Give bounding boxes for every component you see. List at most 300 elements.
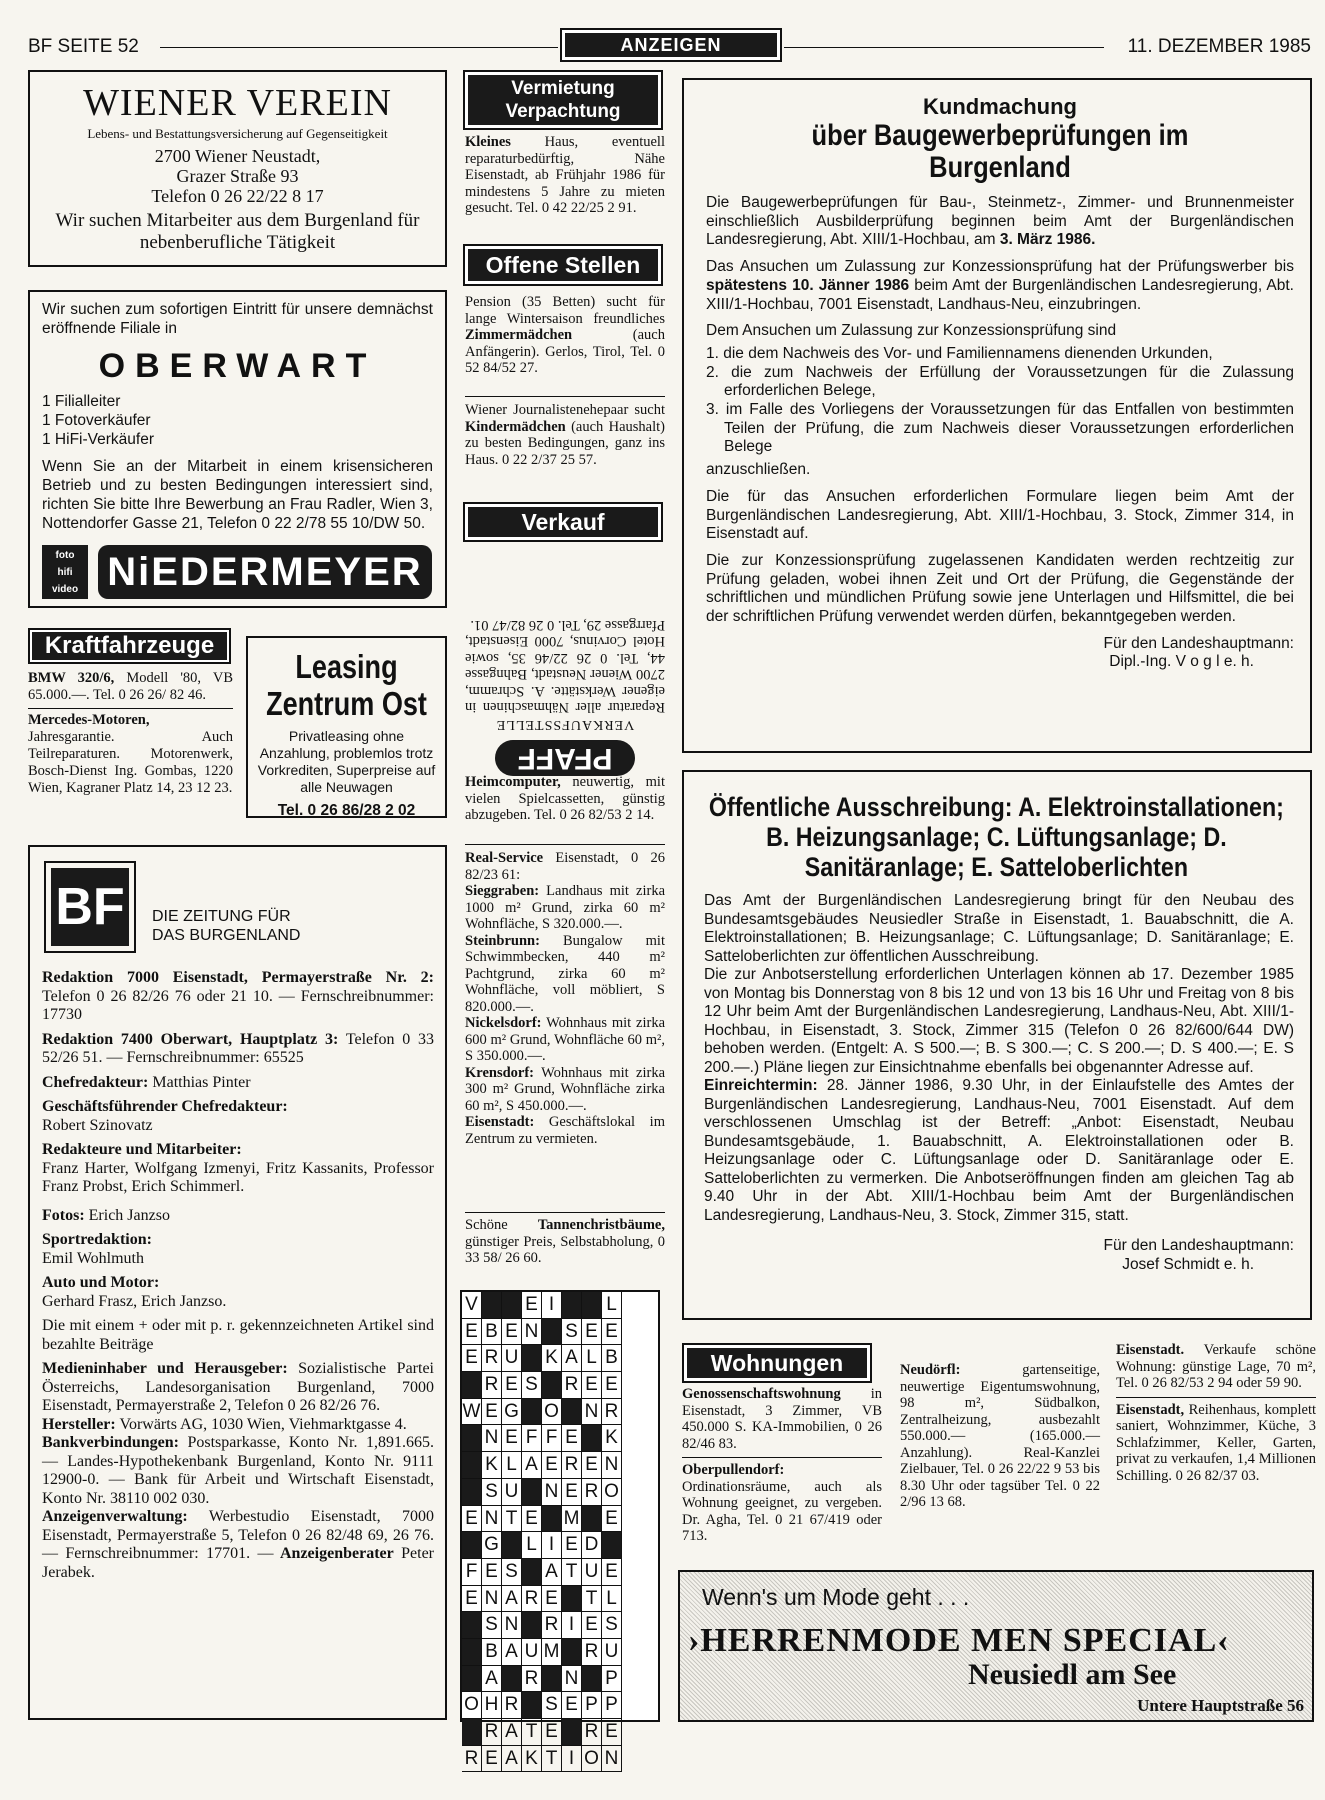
- ausschreibung-paragraph: Die zur Anbotserstellung erforderlichen Unterlagen können ab 17. Dezember 1985 von Montag bis Donnerstag von 8 bis 12 und von 13 bis 16 Uhr und Freitag von 8 bis 12 Uhr beim Amt der Burgenländischen Landesregierung, Landhaus-Neu, Abt. XIII/1-Hochbau, in Eisenstadt, 3. Stock, Zimmer 315 (Telefon 0 26 82/600/644 DW) behoben werden. (Entgelt: A. S 500.—; B. S 300.—; C. S 200.—; D. S 400.—; E. S 200.—.) Pläne liegen zur Einsichtnahme ebenfalls bei obgenannter Adresse auf.: [704, 966, 1294, 1076]
- crossword-cell: A: [542, 1559, 562, 1586]
- crossword-row: [462, 1425, 658, 1452]
- crossword-row: [462, 1292, 658, 1319]
- crossword-cell: U: [582, 1559, 602, 1586]
- text: 28. Jänner 1986, 9.30 Uhr, in der Einlaufstelle des Amtes der Burgenländischen Landesregierung, Landhaus-Neu, 7001 Eisenstadt. Auf dem verschlossenen Umschlag ist der Betreff: „Anbot: Eisenstadt, Neubau Bundesamtsgebäude, 1. Bauabschnitt, A. Elektroinstallationen oder B. Heizungsanlage oder C. Lüftungsanlage oder D. Sanitäranlage oder E. Satteloberlichten zu vermerken. Die Anbotseröffnungen finden am gleichen Tag ab 9.40 Uhr in der Abt. XIII/1-Hochbau beim Amt der Burgenländischen Landesregierung, Landhaus-Neu, 3. Stock, Zimmer 315, statt.: [704, 1077, 1294, 1224]
- kundmachung-paragraph: Die zur Konzessionsprüfung zugelassenen Kandidaten werden rechtzeitig zur Prüfung geladen, wobei ihnen Zeit und Ort der Prüfung, die Gegenstände der schriftlichen und mündlichen Prüfung sowie jene Unterlagen und Hilfsmittel, die bei der schriftlichen Prüfung verwendet werden dürfen, bekanntgegeben werden.: [706, 551, 1294, 626]
- wohnungen-column-3: [1116, 1342, 1316, 1484]
- oberwart-position: 1 HiFi-Verkäufer: [42, 431, 154, 448]
- section-heading-vermietung: [463, 70, 663, 130]
- crossword-cell: T: [502, 1506, 522, 1533]
- crossword-cell: K: [482, 1452, 502, 1479]
- value: Vorwärts AG, 1030 Wien, Viehmarktgasse 4.: [115, 1415, 407, 1433]
- crossword-row: [462, 1559, 658, 1586]
- divider: [28, 708, 233, 709]
- crossword-cell: R: [482, 1719, 502, 1746]
- label: Einreichtermin:: [704, 1077, 818, 1094]
- crossword-black-cell: [602, 1532, 622, 1559]
- issue-date: 11. DEZEMBER 1985: [1127, 36, 1311, 57]
- ad-text: Eisenstadt, 0 26 82/23 61:: [465, 850, 665, 883]
- ad-pfaff-upside-down: [465, 528, 665, 776]
- oberwart-position: 1 Fotoverkäufer: [42, 412, 151, 429]
- crossword-cell: E: [582, 1372, 602, 1399]
- list-item: 1. die dem Nachweis des Vor- und Familiennamens dienenden Urkunden,: [706, 344, 1213, 362]
- niedermeyer-logo: [42, 545, 432, 599]
- crossword-cell: S: [562, 1319, 582, 1346]
- kundmachung-title: Kundmachung: [923, 94, 1077, 119]
- crossword-black-cell: [542, 1666, 562, 1693]
- crossword-black-cell: [562, 1719, 582, 1746]
- value: Erich Janzso: [84, 1206, 170, 1224]
- oberwart-position: 1 Filialleiter: [42, 393, 121, 410]
- crossword-cell: K: [602, 1425, 622, 1452]
- kundmachung-paragraph: anzuschließen.: [706, 461, 811, 479]
- crossword-cell: A: [482, 1666, 502, 1693]
- crossword-cell: N: [482, 1425, 502, 1452]
- ad-keyword: Sieggraben:: [465, 883, 540, 899]
- crossword-cell: A: [502, 1746, 522, 1773]
- crossword-cell: E: [462, 1586, 482, 1613]
- wiener-verein-subtitle: Lebens- und Bestattungsversicherung auf Gegenseitigkeit: [87, 126, 388, 141]
- crossword-cell: E: [482, 1559, 502, 1586]
- value: Gerhard Frasz, Erich Janzso.: [42, 1292, 227, 1310]
- impressum-redaktion-eisenstadt: [42, 969, 434, 1025]
- crossword-cell: O: [602, 1479, 622, 1506]
- crossword-cell: B: [482, 1319, 502, 1346]
- crossword-cell: N: [562, 1666, 582, 1693]
- crossword-cell: G: [482, 1532, 502, 1559]
- crossword-cell: A: [522, 1452, 542, 1479]
- crossword-row: [462, 1399, 658, 1426]
- crossword-cell: U: [602, 1639, 622, 1666]
- impressum-box: [28, 845, 447, 1720]
- crossword-cell: U: [522, 1639, 542, 1666]
- label: Redakteure und Mitarbeiter:: [42, 1141, 242, 1158]
- section-heading-wohnungen: [682, 1343, 872, 1383]
- label: Medieninhaber und Herausgeber:: [42, 1360, 288, 1377]
- crossword-cell: B: [482, 1639, 502, 1666]
- crossword-black-cell: [542, 1506, 562, 1533]
- ad-text: Haus, eventuell reparaturbedürftig, Nähe Eisenstadt, ab Frühjahr 1986 für mindestens 5 Jahre zu mieten gesucht. Tel. 0 42 22/25 2 91.: [465, 134, 665, 216]
- label: Fotos:: [42, 1206, 85, 1224]
- impressum-fotos: [42, 1207, 434, 1226]
- classified-ad: [465, 850, 665, 883]
- header-rule-left: [160, 47, 558, 48]
- crossword-cell: R: [582, 1639, 602, 1666]
- divider: [465, 396, 665, 397]
- crossword-black-cell: [462, 1452, 482, 1479]
- crossword-cell: E: [602, 1319, 622, 1346]
- oberwart-text: Wenn Sie an der Mitarbeit in einem krisensicheren Betrieb und zu besten Bedingungen interessiert sind, richten Sie bitte Ihre Bewerbung an Frau Radler, Wien 3, Nottendorfer Gasse 21, Telefon 0 22 2/78 55 10/DW 50.: [42, 458, 433, 532]
- ad-keyword: Eisenstadt:: [465, 1114, 535, 1130]
- ad-text: Verkaufe schöne Wohnung: günstige Lage, 70 m², Tel. 0 26 82/53 2 94 oder 59 90.: [1116, 1342, 1316, 1391]
- crossword-cell: N: [582, 1399, 602, 1426]
- divider: [1116, 1397, 1316, 1398]
- crossword-cell: R: [482, 1372, 502, 1399]
- ad-keyword: Tannenchristbäume,: [507, 1217, 665, 1233]
- label: Bankverbindungen:: [42, 1434, 179, 1451]
- bf-title-line: DAS BURGENLAND: [152, 927, 301, 944]
- crossword-cell: E: [562, 1692, 582, 1719]
- crossword-row: [462, 1479, 658, 1506]
- offene-stellen-label: Offene Stellen: [468, 249, 658, 281]
- classified-ad: [465, 883, 665, 933]
- crossword-cell: D: [582, 1532, 602, 1559]
- ad-text: Landhaus mit zirka 1000 m² Grund, zirka 60 m² Wohnfläche, S 320.000.—.: [465, 883, 665, 932]
- crossword-solution: [460, 1290, 660, 1769]
- mode-brand: ›HERRENMODE MEN SPECIAL‹: [688, 1622, 1230, 1659]
- crossword-cell: L: [602, 1586, 622, 1613]
- kundmachung-signature: [706, 635, 1294, 672]
- classified-ad: [465, 1015, 665, 1065]
- crossword-cell: F: [462, 1559, 482, 1586]
- classified-ad: [465, 1114, 665, 1147]
- classified-ad: [465, 1065, 665, 1115]
- crossword-cell: S: [482, 1479, 502, 1506]
- crossword-black-cell: [562, 1292, 582, 1319]
- classified-ad: [1116, 1342, 1316, 1392]
- badge-hifi: hifi: [57, 567, 73, 578]
- crossword-black-cell: [542, 1372, 562, 1399]
- crossword-cell: L: [602, 1292, 622, 1319]
- crossword-black-cell: [522, 1399, 542, 1426]
- impressum-redaktion-oberwart: [42, 1031, 434, 1068]
- crossword-cell: E: [542, 1719, 562, 1746]
- page-number: BF SEITE 52: [28, 36, 139, 57]
- ad-keyword: Zimmermädchen: [465, 327, 573, 343]
- crossword-cell: A: [502, 1586, 522, 1613]
- crossword-cell: P: [582, 1692, 602, 1719]
- crossword-cell: I: [562, 1612, 582, 1639]
- ad-text: günstiger Preis, Selbstabholung, 0 33 58/ 26 60.: [465, 1233, 665, 1266]
- ad-keyword: Neudörfl:: [900, 1362, 961, 1378]
- crossword-cell: E: [462, 1345, 482, 1372]
- classified-ad: [28, 712, 233, 797]
- kundmachung-paragraph: Die für das Ansuchen erforderlichen Formulare liegen beim Amt der Burgenländischen Landesregierung, Abt. XIII/1-Hochbau, 3. Stock, Zimmer 314, in Eisenstadt auf.: [706, 487, 1294, 543]
- leasing-title-2: Zentrum Ost: [266, 685, 427, 722]
- crossword-black-cell: [462, 1612, 482, 1639]
- value: Sozialistische Partei Österreichs, Landesorganisation Burgenland, 7000 Eisenstadt, Permayerstraße 2, Telefon 0 26 82/26 76.: [42, 1360, 434, 1414]
- crossword-cell: E: [602, 1719, 622, 1746]
- ad-keyword: Heimcomputer,: [465, 774, 561, 790]
- crossword-cell: N: [502, 1612, 522, 1639]
- value: Franz Harter, Wolfgang Izmenyi, Fritz Kassanits, Professor Franz Probst, Erich Schimmerl.: [42, 1159, 434, 1195]
- crossword-cell: E: [482, 1399, 502, 1426]
- ad-text: Wiener Journalistenehepaar sucht: [465, 402, 665, 418]
- ausschreibung-paragraph: [704, 1077, 1294, 1225]
- list-item: 2. die zum Nachweis der Erfüllung der Voraussetzungen für die Zulassung erforderlichen Belege,: [706, 363, 1294, 400]
- crossword-cell: F: [542, 1425, 562, 1452]
- kraftfahrzeuge-ads: [28, 670, 233, 797]
- ad-text: (auch Anfängerin). Gerlos, Tirol, Tel. 0 52 84/52 27.: [465, 327, 665, 376]
- impressum-auto: [42, 1274, 434, 1311]
- crossword-row: [462, 1639, 658, 1666]
- crossword-row: [462, 1719, 658, 1746]
- crossword-cell: E: [602, 1506, 622, 1533]
- kundmachung-paragraph: [706, 194, 1294, 250]
- ad-text: Modell '80, VB 65.000.—. Tel. 0 26 26/ 82 46.: [28, 670, 233, 703]
- signature-line: Für den Landeshauptmann:: [1103, 634, 1294, 652]
- crossword-cell: L: [582, 1345, 602, 1372]
- crossword-cell: I: [562, 1746, 582, 1773]
- ad-text: gartenseitige, neuwertige Eigentumswohnung, 98 m², Südbalkon, Zentralheizung, ausbezahlt 550.000.— (165.000.— Anzahlung). Real-Kanzlei Zielbauer, Tel. 0 26 22/22 9 53 bis 8.30 Uhr oder tagsüber Tel. 0 22 2/96 13 68.: [900, 1362, 1100, 1510]
- crossword-black-cell: [502, 1532, 522, 1559]
- crossword-black-cell: [522, 1612, 542, 1639]
- ad-leasing-zentrum: [246, 636, 447, 818]
- value: Postsparkasse, Konto Nr. 1,891.665. — Landes-Hypothekenbank Burgenland, Konto Nr. 9111 12900-0. — Bank für Arbeit und Wirtschaft Eisenstadt, Konto Nr. 38110 002 030.: [42, 1434, 434, 1507]
- classified-ad: [465, 1217, 665, 1267]
- crossword-cell: E: [482, 1746, 502, 1773]
- ad-text: (auch Haushalt) zu besten Bedingungen, ganz ins Haus. 0 22 2/37 25 57.: [465, 418, 665, 468]
- mode-address: Untere Hauptstraße 56: [1137, 1696, 1304, 1715]
- classified-ad: [465, 134, 665, 217]
- ad-keyword: BMW 320/6,: [28, 670, 115, 686]
- crossword-row: [462, 1612, 658, 1639]
- wiener-verein-address-1: 2700 Wiener Neustadt,: [154, 146, 321, 166]
- crossword-cell: E: [602, 1372, 622, 1399]
- ad-text: Wohnhaus mit zirka 600 m² Grund, Wohnfläche 60 m², S 350.000.—.: [465, 1015, 665, 1064]
- section-heading-offene-stellen: [463, 244, 663, 286]
- oberwart-city: OBERWART: [98, 347, 377, 385]
- crossword-cell: R: [502, 1692, 522, 1719]
- crossword-cell: G: [502, 1399, 522, 1426]
- ad-text: Wohnhaus mit zirka 300 m² Grund, Wohnfläche zirka 60 m², S 450.000.—.: [465, 1064, 665, 1114]
- crossword-cell: S: [522, 1372, 542, 1399]
- leasing-title: Leasing: [295, 648, 398, 685]
- niedermeyer-wordmark: NiEDERMEYER: [98, 545, 432, 599]
- crossword-black-cell: [502, 1666, 522, 1693]
- impressum-geschaeftsfuehrer: [42, 1098, 434, 1135]
- leasing-text: Privatleasing ohne Anzahlung, problemlos trotz Vorkrediten, Superpreise auf alle Neuwagen: [257, 728, 436, 795]
- crossword-cell: E: [542, 1452, 562, 1479]
- crossword-cell: N: [602, 1452, 622, 1479]
- crossword-row: [462, 1746, 658, 1773]
- crossword-cell: E: [502, 1372, 522, 1399]
- crossword-cell: E: [562, 1532, 582, 1559]
- ad-text: Schöne: [465, 1217, 508, 1233]
- section-label-text: ANZEIGEN: [565, 33, 777, 57]
- label: Sportredaktion:: [42, 1231, 152, 1248]
- crossword-cell: O: [462, 1692, 482, 1719]
- crossword-cell: E: [602, 1559, 622, 1586]
- deadline: spätestens 10. Jänner 1986: [706, 276, 910, 294]
- crossword-cell: E: [462, 1319, 482, 1346]
- crossword-black-cell: [562, 1399, 582, 1426]
- signature-name: Dipl.-Ing. V o g l e. h.: [1109, 653, 1254, 671]
- value: Werbestudio Eisenstadt, 7000 Eisenstadt, Permayerstraße 5, Telefon 0 26 82/48 69, 26 76. — Fernschreibnummer: 17701. —: [42, 1508, 434, 1562]
- impressum-body: [42, 969, 434, 1588]
- crossword-cell: R: [482, 1345, 502, 1372]
- crossword-cell: S: [482, 1612, 502, 1639]
- pfaff-title: VERKAUFSSTELLE: [495, 717, 635, 732]
- classified-ad: [900, 1362, 1100, 1511]
- crossword-row: [462, 1692, 658, 1719]
- crossword-row: [462, 1452, 658, 1479]
- crossword-cell: R: [462, 1746, 482, 1773]
- wohnungen-column-1: [682, 1386, 882, 1545]
- impressum-chefredakteur: [42, 1074, 434, 1093]
- value: Matthias Pinter: [148, 1073, 251, 1091]
- value: Robert Szinovatz: [42, 1116, 153, 1134]
- wohnungen-column-2: [900, 1362, 1100, 1511]
- kundmachung-list: [706, 345, 1294, 457]
- ad-herrenmode: [678, 1570, 1314, 1722]
- divider: [682, 1457, 882, 1458]
- crossword-cell: E: [522, 1506, 542, 1533]
- crossword-cell: R: [562, 1452, 582, 1479]
- crossword-black-cell: [462, 1719, 482, 1746]
- crossword-cell: M: [562, 1506, 582, 1533]
- crossword-row: [462, 1345, 658, 1372]
- crossword-cell: N: [602, 1746, 622, 1773]
- wiener-verein-phone: Telefon 0 26 22/22 8 17: [151, 186, 324, 206]
- text: Das Ansuchen um Zulassung zur Konzessionsprüfung hat der Prüfungswerber bis: [706, 258, 1294, 276]
- divider: [465, 844, 665, 845]
- value: Emil Wohlmuth: [42, 1249, 144, 1267]
- kundmachung-subtitle: über Baugewerbeprüfungen im Burgenland: [811, 119, 1189, 184]
- crossword-black-cell: [502, 1292, 522, 1319]
- value: Telefon 0 33 52/26 51. — Fernschreibnummer: 65525: [42, 1030, 435, 1066]
- wiener-verein-title: WIENER VEREIN: [83, 82, 392, 124]
- impressum-note: Die mit einem + oder mit p. r. gekennzeichneten Artikel sind bezahlte Beiträge: [42, 1317, 434, 1353]
- classified-ad: [465, 294, 665, 377]
- niedermeyer-badge: [42, 545, 88, 599]
- crossword-cell: T: [582, 1586, 602, 1613]
- ausschreibung-paragraph: Das Amt der Burgenländischen Landesregierung bringt für den Neubau des Bundesamtsgebäudes Neusiedler Straße in Eisenstadt, 1. Bauabschnitt, die A. Elektroinstallationen; B. Heizungsanlage; C. Lüftungsanlage; D. Sanitäranlage; E. Satteloberlichten zur öffentlichen Ausschreibung.: [704, 892, 1294, 965]
- label: Chefredakteur:: [42, 1073, 149, 1091]
- oberwart-intro: Wir suchen zum sofortigen Eintritt für unsere demnächst eröffnende Filiale in: [42, 301, 433, 337]
- crossword-cell: E: [582, 1612, 602, 1639]
- crossword-cell: E: [582, 1452, 602, 1479]
- crossword-cell: N: [482, 1506, 502, 1533]
- ad-text: Geschäftslokal im Zentrum zu vermieten.: [465, 1114, 665, 1147]
- crossword-cell: U: [502, 1479, 522, 1506]
- notice-ausschreibung: [682, 770, 1312, 1320]
- impressum-sport: [42, 1231, 434, 1268]
- classified-ad: [465, 402, 665, 468]
- ad-wiener-verein: [28, 70, 447, 267]
- crossword-cell: E: [502, 1319, 522, 1346]
- heading-line: Vermietung: [511, 78, 615, 99]
- crossword-row: [462, 1372, 658, 1399]
- signature-line: Für den Landeshauptmann:: [1103, 1237, 1294, 1254]
- crossword-black-cell: [482, 1292, 502, 1319]
- crossword-black-cell: [462, 1666, 482, 1693]
- crossword-cell: W: [462, 1399, 482, 1426]
- divider: [465, 1212, 665, 1213]
- mode-tagline: Wenn's um Mode geht . . .: [702, 1584, 970, 1610]
- label: Geschäftsführender Chefredakteur:: [42, 1098, 288, 1115]
- bf-logo: [44, 861, 136, 953]
- ad-text: in Eisenstadt, 3 Zimmer, VB 450.000 S. KA-Immobilien, 0 26 82/46 83.: [682, 1386, 882, 1452]
- classified-ad: [465, 774, 665, 824]
- kraftfahrzeuge-label: Kraftfahrzeuge: [32, 632, 227, 660]
- heading-line: Verpachtung: [505, 101, 621, 122]
- crossword-cell: A: [562, 1345, 582, 1372]
- crossword-cell: T: [562, 1559, 582, 1586]
- ad-keyword: Real-Service: [465, 850, 544, 866]
- crossword-black-cell: [542, 1319, 562, 1346]
- badge-foto: foto: [55, 550, 75, 561]
- crossword-cell: R: [562, 1372, 582, 1399]
- crossword-black-cell: [462, 1479, 482, 1506]
- crossword-black-cell: [582, 1666, 602, 1693]
- crossword-cell: P: [602, 1666, 622, 1693]
- notice-kundmachung: [682, 78, 1312, 753]
- vermietung-label: [468, 75, 658, 125]
- real-estate-ads: [465, 850, 665, 1147]
- leasing-phone: Tel. 0 26 86/28 2 02: [277, 802, 416, 819]
- ad-text: Jahresgarantie. Auch Teilreparaturen. Motorenwerk, Bosch-Dienst Ing. Gombas, 1220 Wien, Kagraner Platz 14, 23 12 23.: [28, 729, 233, 796]
- label: Redaktion 7400 Oberwart, Hauptplatz 3:: [42, 1030, 339, 1048]
- ad-keyword: Eisenstadt,: [1116, 1401, 1185, 1418]
- crossword-cell: O: [582, 1746, 602, 1773]
- wiener-verein-text: Wir suchen Mitarbeiter aus dem Burgenland für nebenberufliche Tätigkeit: [55, 210, 420, 253]
- crossword-cell: E: [542, 1586, 562, 1613]
- crossword-cell: R: [582, 1479, 602, 1506]
- label: Auto und Motor:: [42, 1274, 160, 1291]
- crossword-cell: E: [562, 1425, 582, 1452]
- classified-ad: [682, 1462, 882, 1545]
- crossword-cell: I: [542, 1292, 562, 1319]
- crossword-row: [462, 1532, 658, 1559]
- crossword-cell: F: [522, 1425, 542, 1452]
- kundmachung-paragraph: Dem Ansuchen um Zulassung zur Konzessionsprüfung sind: [706, 322, 1117, 340]
- ad-keyword: Steinbrunn:: [465, 932, 540, 949]
- crossword-cell: H: [482, 1692, 502, 1719]
- crossword-cell: V: [462, 1292, 482, 1319]
- classified-ad: [465, 933, 665, 1016]
- bf-title-line: DIE ZEITUNG FÜR: [152, 908, 291, 925]
- crossword-cell: N: [482, 1586, 502, 1613]
- crossword-row: [462, 1506, 658, 1533]
- ad-text: Bungalow mit Schwimmbecken, 440 m² Pachtgrund, zirka 60 m² Wohnfläche, voll möbliert, S 820.000.—.: [465, 932, 665, 1015]
- label: Anzeigenberater: [273, 1545, 394, 1562]
- crossword-cell: A: [502, 1719, 522, 1746]
- crossword-cell: E: [522, 1292, 542, 1319]
- crossword-cell: K: [542, 1345, 562, 1372]
- text: Die Baugewerbeprüfungen für Bau-, Steinmetz-, Zimmer- und Brunnenmeister einschließlich Ausbilderprüfung beginnen beim Amt der Burgenländischen Landesregierung, Abt. XIII/1-Hochbau, am: [706, 194, 1294, 249]
- label: Redaktion 7000 Eisenstadt, Permayerstraße Nr. 2:: [42, 969, 434, 986]
- verkauf-label: Verkauf: [468, 507, 658, 537]
- impressum-medieninhaber: [42, 1360, 434, 1582]
- crossword-cell: E: [462, 1506, 482, 1533]
- ad-text: Pension (35 Betten) sucht für lange Wintersaison freundliches: [465, 294, 665, 327]
- crossword-cell: S: [502, 1559, 522, 1586]
- crossword-cell: N: [522, 1319, 542, 1346]
- crossword-black-cell: [522, 1479, 542, 1506]
- classified-ad: [1116, 1402, 1316, 1485]
- crossword-black-cell: [522, 1345, 542, 1372]
- wohnungen-label: Wohnungen: [687, 1348, 867, 1378]
- ad-keyword: Kleines: [465, 134, 511, 150]
- label: Hersteller:: [42, 1415, 116, 1433]
- section-heading-kraftfahrzeuge: [28, 628, 231, 664]
- crossword-row: [462, 1586, 658, 1613]
- crossword-row: [462, 1666, 658, 1693]
- crossword-cell: R: [542, 1612, 562, 1639]
- ad-keyword: Kindermädchen: [465, 418, 566, 435]
- text: beim Amt der Burgenländischen Landesregierung, Abt. XIII/1-Hochbau, 7001 Eisenstadt, Landhaus-Neu, einzubringen.: [706, 276, 1294, 313]
- crossword-cell: T: [542, 1746, 562, 1773]
- crossword-cell: L: [502, 1452, 522, 1479]
- label: Anzeigenverwaltung:: [42, 1508, 188, 1525]
- badge-video: video: [51, 584, 79, 595]
- crossword-cell: I: [542, 1532, 562, 1559]
- crossword-black-cell: [582, 1292, 602, 1319]
- value: Peter Jerabek.: [42, 1545, 435, 1581]
- crossword-cell: E: [562, 1479, 582, 1506]
- crossword-cell: R: [582, 1719, 602, 1746]
